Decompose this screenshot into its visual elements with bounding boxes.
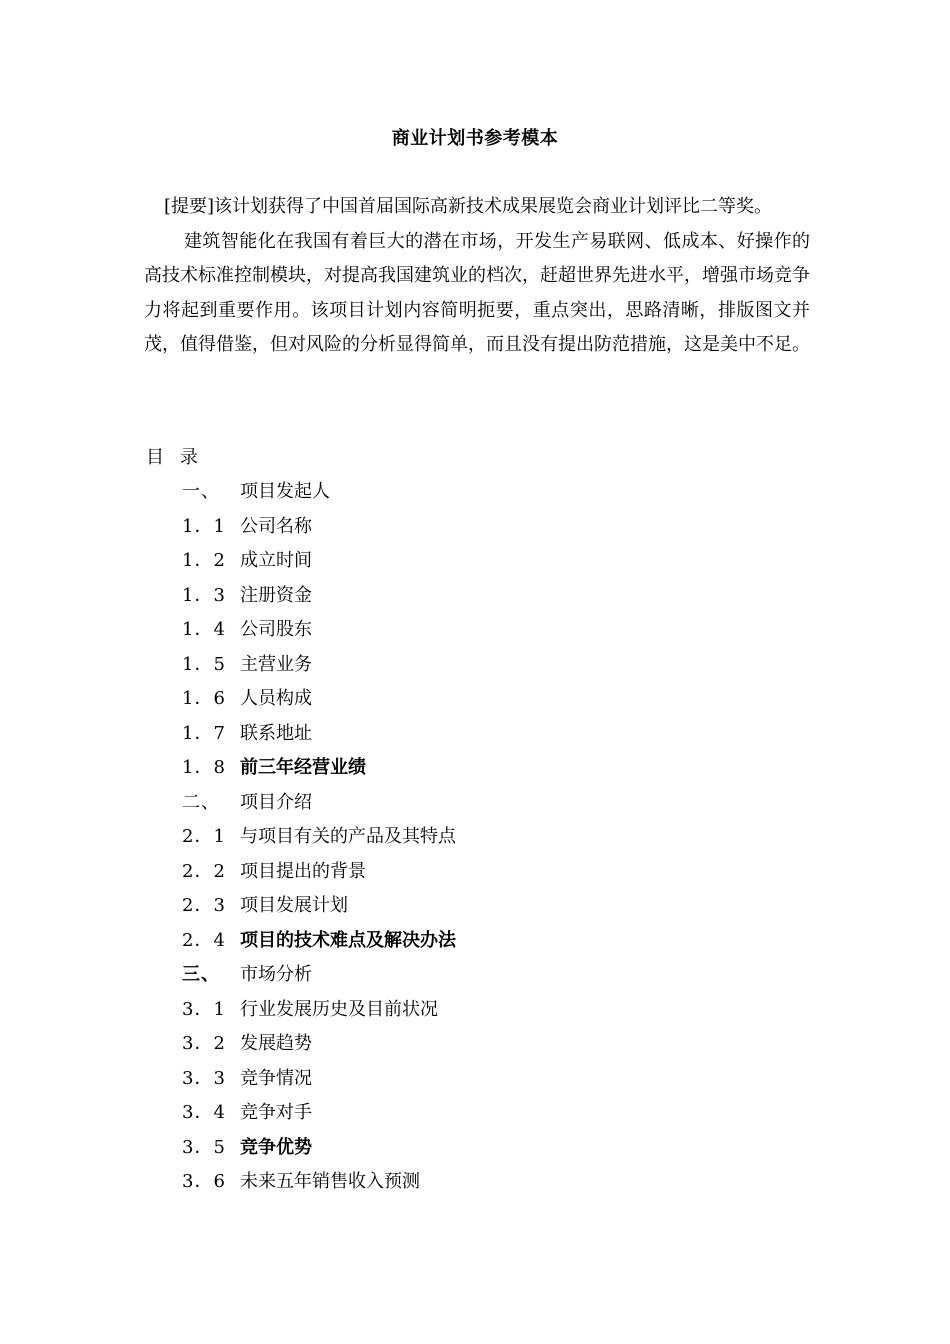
toc-number: 2．2 [182, 860, 226, 882]
document-title: 商业计划书参考模本 [391, 128, 559, 149]
toc-number: 1．4 [182, 619, 226, 640]
toc-label: 成立时间 [240, 550, 312, 571]
toc-label: 未来五年销售收入预测 [240, 1171, 420, 1192]
toc-number: 1．2 [182, 550, 226, 571]
toc-number: 3．2 [182, 1033, 226, 1054]
toc-label: 项目发起人 [240, 481, 330, 502]
toc-entry [182, 929, 782, 964]
toc-number: 三、 [182, 964, 220, 985]
toc-entry [182, 618, 782, 653]
toc-entry [182, 860, 782, 895]
toc-number: 3．6 [182, 1171, 226, 1192]
toc-entry [182, 1136, 782, 1171]
toc-number: 一、 [182, 481, 220, 502]
toc-entry [182, 722, 782, 757]
toc-entry [182, 549, 782, 584]
toc-label: 公司名称 [240, 515, 312, 537]
toc-number: 二、 [182, 791, 220, 813]
toc-entry [182, 653, 782, 688]
toc-number: 1．8 [182, 757, 226, 778]
toc-entry [182, 480, 782, 515]
abstract-summary: [提要]该计划获得了中国首届国际高新技术成果展览会商业计划评比二等奖。 [164, 196, 773, 217]
toc-label: 发展趋势 [240, 1033, 312, 1054]
toc-number: 1．5 [182, 653, 226, 675]
toc-label: 联系地址 [240, 722, 312, 744]
toc-label: 项目介绍 [240, 791, 312, 813]
toc-entry [182, 1101, 782, 1136]
toc-number: 1．6 [182, 688, 226, 709]
toc-number: 3．1 [182, 998, 226, 1020]
toc-label: 注册资金 [240, 584, 312, 606]
toc-label: 项目发展计划 [240, 895, 348, 916]
toc-label: 竞争优势 [240, 1136, 312, 1158]
toc-entry [182, 584, 782, 619]
toc-number: 2．1 [182, 826, 226, 847]
toc-entry [182, 825, 782, 860]
toc-label: 项目的技术难点及解决办法 [240, 929, 456, 951]
toc-entry [182, 963, 782, 998]
toc-number: 3．4 [182, 1102, 226, 1123]
toc-entry [182, 1032, 782, 1067]
toc-entry [182, 1067, 782, 1102]
toc-label: 竞争对手 [240, 1102, 312, 1123]
toc-label: 竞争情况 [240, 1067, 312, 1089]
table-of-contents [182, 480, 782, 1205]
toc-label: 主营业务 [240, 653, 312, 675]
toc-entry [182, 756, 782, 791]
toc-label: 项目提出的背景 [240, 860, 366, 882]
toc-entry [182, 791, 782, 826]
toc-label: 与项目有关的产品及其特点 [240, 826, 456, 847]
toc-label: 人员构成 [240, 688, 312, 709]
toc-number: 1．7 [182, 722, 226, 744]
abstract-section [144, 190, 810, 363]
toc-entry [182, 1170, 782, 1205]
toc-number: 3．5 [182, 1136, 226, 1158]
toc-heading: 目录 [146, 447, 214, 468]
toc-number: 2．4 [182, 929, 226, 951]
toc-label: 公司股东 [240, 619, 312, 640]
abstract-body: 建筑智能化在我国有着巨大的潜在市场，开发生产易联网、低成本、好操作的高技术标准控制模块，对提高我国建筑业的档次，赶超世界先进水平，增强市场竞争力将起到重要作用。该项目计划内容简明扼要，重点突出，思路清晰，排版图文并茂，值得借鉴，但对风险的分析显得简单，而且没有提出防范措施，这是美中不足。 [144, 230, 810, 355]
toc-label: 市场分析 [240, 964, 312, 985]
toc-entry [182, 998, 782, 1033]
toc-entry [182, 894, 782, 929]
toc-number: 3．3 [182, 1067, 226, 1089]
toc-number: 2．3 [182, 895, 226, 916]
toc-label: 行业发展历史及目前状况 [240, 998, 438, 1020]
toc-entry [182, 687, 782, 722]
toc-entry [182, 515, 782, 550]
toc-number: 1．1 [182, 515, 226, 537]
toc-label: 前三年经营业绩 [240, 757, 366, 778]
toc-number: 1．3 [182, 584, 226, 606]
